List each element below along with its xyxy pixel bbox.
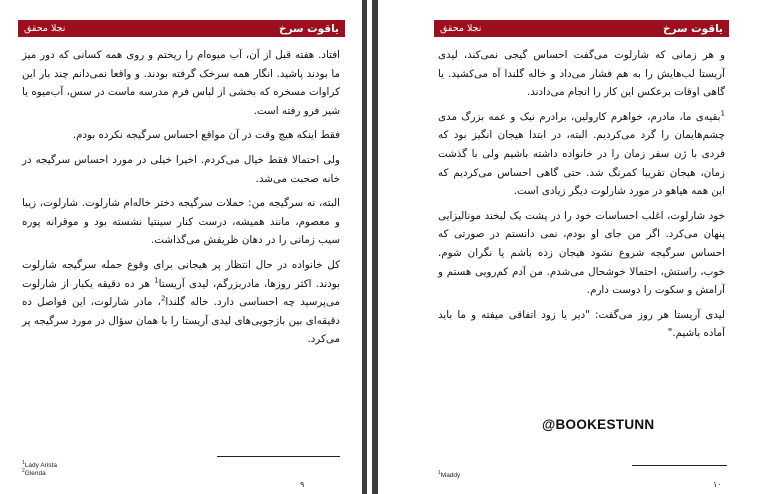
footnote: $^1$Maddy [438,469,461,479]
author-name: نجلا محقق [440,23,482,34]
paragraph: البته، نه سرگیجه من: حملات سرگیجه دختر خاله‌ام شارلوت. شارلوت، زیبا و معصوم، مانند همیشه، درست کنار سینتیا نشسته بود و موقرانه پوره سیب زمانی را در دهان ظریفش می‌گذاشت. [22,197,340,247]
paragraph: خود شارلوت، اغلب احساسات خود را در پشت یک لبخند مونالیزایی پنهان می‌کرد. اگر من جای او بودم، نمی دانستم در صورتی که احساس سرگیجه شروع نشود هیجان زده باشم یا نگران شوم. خوب، راستش، احتمالا خوشحال می‌شدم. من آدم کم‌رویی هستم و آرامش و سکوت را دوست دارم. [438,209,725,297]
footnote-marker: 1 [154,276,159,285]
paragraph: ولی احتمالا فقط خیال می‌کردم. اخیرا خیلی در مورد احساس سرگیجه در خانه صحبت می‌شد. [22,153,340,185]
footnotes [438,469,461,480]
paragraph: افتاد. هفته قبل از آن، آب میوه‌ام را ریختم و روی همه کسانی که دور میز ما بودند پاشید. انگار همه سرخک گرفته بودند. و واقعا نمی‌دانم چند بار این کراوات مسخره که بخشی از لباس فرم مدرسه ماست در سس، آب‌میوه یا شیر فرو رفته است. [22,49,340,117]
paragraph: $^1$بقیه‌ی ما، مادرم، خواهرم کارولین، برادرم نیک و عمه بزرگ مدی چشم‌هایمان را گرد می‌کردیم. البته، در ابتدا هیجان انگیز بود که فردی با ژن سفر زمان را در خانواده داشته باشیم ولی با گذشت زمان، هیجان تقریبا کمرنگ شد. حتی گاهی احساس می‌کردیم که این همه هیاهو در مورد شارلوت دیگر زیادی است. [438,109,725,198]
footnote-divider [217,456,340,457]
footnotes [22,459,57,478]
footnote-marker: 1 [720,109,725,118]
page-number: ۹ [300,480,305,489]
paragraph: فقط اینکه هیچ وقت در آن مواقع احساس سرگیجه نکرده بودم. [72,129,340,142]
watermark-text: @BOOKESTUNN [542,417,655,432]
body-text [22,46,340,355]
left-page [0,0,362,494]
page-header [18,20,345,37]
page-header [434,20,729,37]
page-number: ۱۰ [713,480,722,489]
paragraph: لیدی آریستا هر روز می‌گفت: "دیر یا زود اتفاقی میفته و ما باید آماده باشیم." [438,308,725,340]
footnote-divider [632,465,727,466]
body-text [438,46,725,349]
book-title: یاقوت سرخ [279,22,339,35]
author-name: نجلا محقق [24,23,66,34]
footnote: $^2$Glenda [22,467,46,477]
book-spine [362,0,367,494]
book-title: یاقوت سرخ [663,22,723,35]
footnote-marker: 2 [160,294,166,303]
paragraph: و هر زمانی که شارلوت می‌گفت احساس گیجی نمی‌کند، لیدی آریستا لب‌هایش را به هم فشار می‌داد و خاله گلندا آه می‌کشید. یا گاهی اوقات برعکس این کار را انجام می‌دادند. [438,49,725,99]
paragraph: کل خانواده در حال انتظار پر هیجانی برای وقوع حمله سرگیجه شارلوت بودند. اکثر روزها، مادربزرگم، لیدی آریستا$^1$ هر ده دقیقه یکبار از شارلوت می‌پرسید چه احساسی دارد. خاله گلندا$^2$، مادر شارلوت، این فواصل ده دقیقه‌ای بین بازجویی‌های لیدی آریستا را با همان سؤال در مورد سرگیجه پر می‌کرد. [22,258,340,346]
footnote: $^1$Lady Arista [22,459,57,469]
